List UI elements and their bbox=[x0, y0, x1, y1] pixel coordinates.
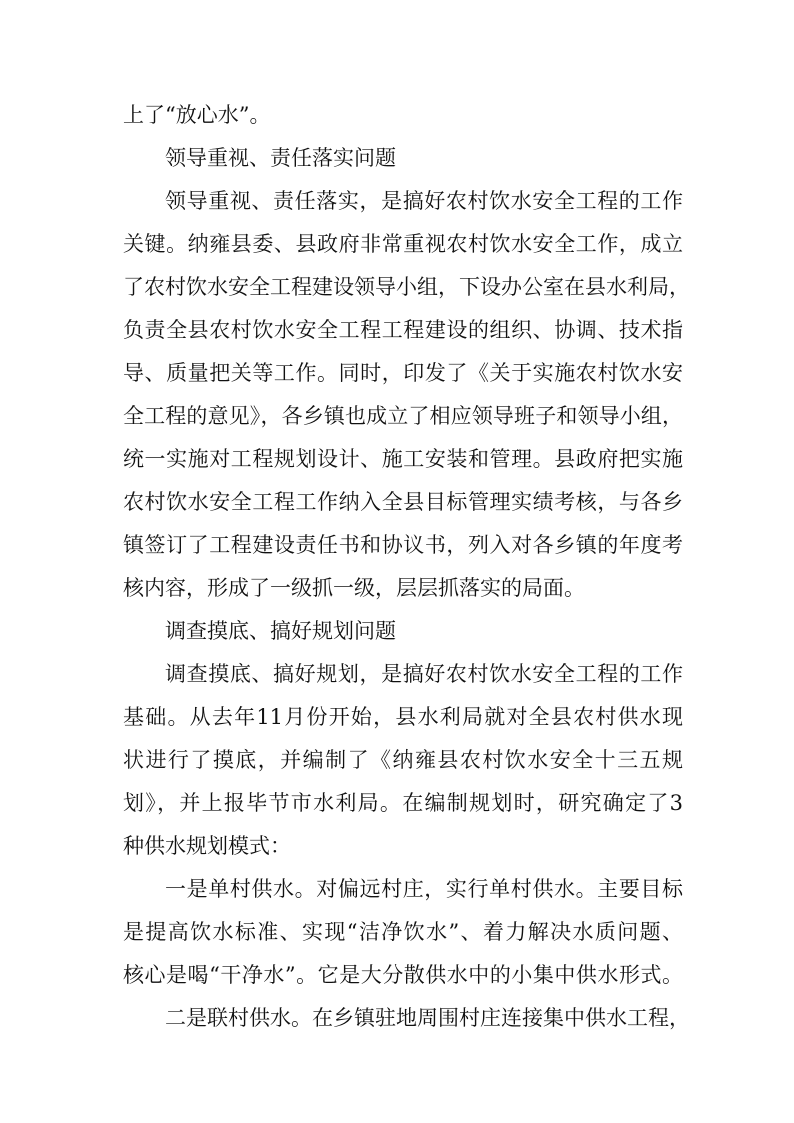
text-line-10: 农村饮水安全工程工作纳入全县目标管理实绩考核，与各乡 bbox=[123, 490, 683, 514]
section-heading-survey: 调查摸底、搞好规划问题 bbox=[165, 619, 396, 643]
text-line-6: 负责全县农村饮水安全工程工程建设的组织、协调、技术指 bbox=[123, 318, 683, 342]
text-line-16: 状进行了摸底，并编制了《纳雍县农村饮水安全十三五规 bbox=[123, 748, 683, 772]
text-line-1: 上了“放心水”。 bbox=[123, 103, 271, 127]
text-line-11: 镇签订了工程建设责任书和协议书，列入对各乡镇的年度考 bbox=[123, 533, 683, 557]
text-line-22: 二是联村供水。在乡镇驻地周围村庄连接集中供水工程， bbox=[165, 1006, 690, 1030]
section-heading-leadership: 领导重视、责任落实问题 bbox=[165, 146, 396, 170]
text-line-8: 全工程的意见》，各乡镇也成立了相应领导班子和领导小组， bbox=[123, 404, 683, 428]
text-line-19: 一是单村供水。对偏远村庄，实行单村供水。主要目标 bbox=[165, 877, 683, 901]
text-line-4: 关键。纳雍县委、县政府非常重视农村饮水安全工作，成立 bbox=[123, 232, 683, 256]
text-line-12: 核内容，形成了一级抓一级，层层抓落实的局面。 bbox=[123, 576, 585, 600]
text-line-18: 种供水规划模式： bbox=[123, 834, 291, 858]
text-line-15: 基础。从去年11月份开始，县水利局就对全县农村供水现 bbox=[123, 705, 683, 729]
text-line-9: 统一实施对工程规划设计、施工安装和管理。县政府把实施 bbox=[123, 447, 683, 471]
text-line-5: 了农村饮水安全工程建设领导小组，下设办公室在县水利局， bbox=[123, 275, 690, 299]
text-line-3: 领导重视、责任落实，是搞好农村饮水安全工程的工作 bbox=[165, 189, 683, 213]
text-line-20: 是提高饮水标准、实现“洁净饮水”、着力解决水质问题、 bbox=[123, 920, 683, 944]
text-line-21: 核心是喝“干净水”。它是大分散供水中的小集中供水形式。 bbox=[123, 963, 683, 987]
text-line-17: 划》，并上报毕节市水利局。在编制规划时，研究确定了3 bbox=[123, 791, 683, 815]
text-line-14: 调查摸底、搞好规划，是搞好农村饮水安全工程的工作 bbox=[165, 662, 683, 686]
text-line-7: 导、质量把关等工作。同时，印发了《关于实施农村饮水安 bbox=[123, 361, 683, 385]
